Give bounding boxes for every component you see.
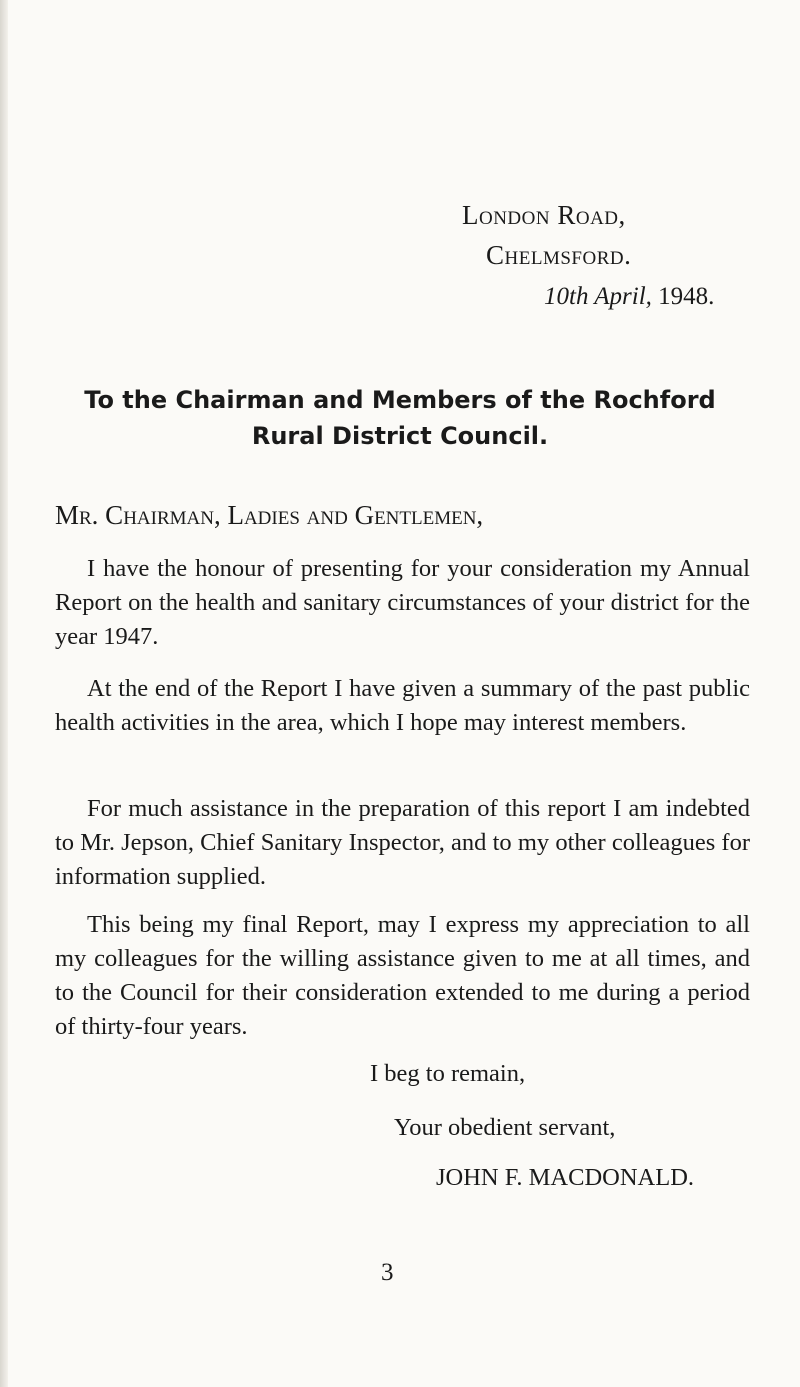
page-edge-shadow bbox=[0, 0, 8, 1387]
date-year: 1948. bbox=[658, 283, 715, 310]
closing-line-1: I beg to remain, bbox=[370, 1060, 526, 1087]
paragraph: At the end of the Report I have given a summary of the past public health activities in the area, which I hope may interest members. bbox=[55, 675, 750, 736]
date-day: 10th April, bbox=[544, 283, 652, 310]
paragraph: This being my final Report, may I express my appreciation to all my colleagues for the willing assistance given to me at all times, and to the Council for their consideration extended to me during a period of thirty-four years. bbox=[55, 911, 750, 1040]
addressee-line-1: To the Chairman and Members of the Rochford bbox=[84, 386, 716, 414]
letter-date bbox=[544, 283, 714, 311]
address-line-1: London Road, bbox=[462, 200, 626, 230]
signature: JOHN F. MACDONALD. bbox=[436, 1164, 695, 1191]
address-line-2: Chelmsford. bbox=[486, 240, 632, 270]
salutation: Mr. Chairman, Ladies and Gentlemen, bbox=[55, 500, 484, 530]
closing-line-2: Your obedient servant, bbox=[394, 1114, 616, 1141]
addressee-line-2: Rural District Council. bbox=[251, 422, 549, 450]
paragraph: For much assistance in the preparation of this report I am indebted to Mr. Jepson, Chief Sanitary Inspector, and to my other colleagues for information supplied. bbox=[55, 795, 750, 890]
addressee bbox=[0, 382, 800, 454]
page-number: 3 bbox=[381, 1259, 394, 1286]
paragraph: I have the honour of presenting for your consideration my Annual Report on the health and sanitary circumstances of your district for the year 1947. bbox=[55, 555, 750, 650]
